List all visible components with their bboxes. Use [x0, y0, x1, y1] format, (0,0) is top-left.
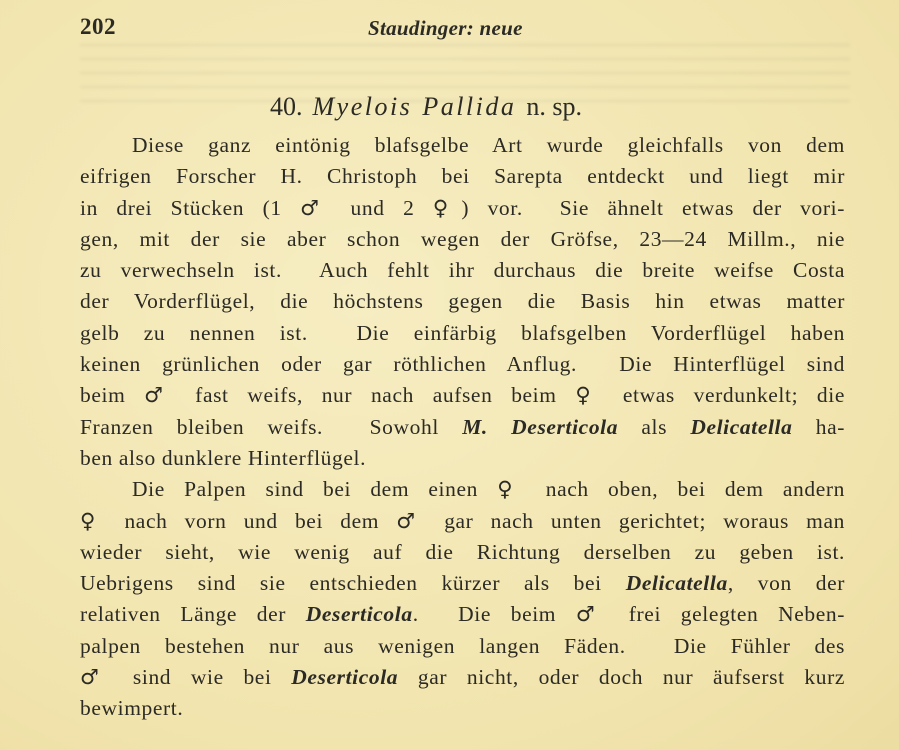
male-symbol-icon: ♂: [575, 602, 610, 627]
text-line: [80, 193, 845, 224]
text-segment: Diese ganz eintönig blafsgelbe Art wurde gleichfalls von dem: [132, 133, 845, 157]
text-segment: Die Palpen sind bei dem einen: [132, 477, 498, 502]
text-segment: palpen bestehen nur aus wenigen langen Fäden. Die Fühler des: [80, 633, 845, 658]
text-segment: in drei Stücken (1: [80, 195, 301, 220]
species-title: [270, 92, 730, 128]
text-segment: Uebrigens sind sie entschieden kürzer als bei: [80, 571, 626, 596]
page-number: 202: [80, 14, 116, 39]
text-segment: gar nicht, oder doch nur äufserst kurz: [398, 665, 845, 690]
text-segment: beim: [80, 383, 145, 408]
text-segment: etwas verdunkelt; die: [604, 383, 845, 408]
female-symbol-icon: ♀: [497, 477, 527, 502]
text-segment: frei gelegten Neben-: [609, 602, 845, 627]
text-line: [80, 318, 845, 349]
body-text: [80, 130, 845, 725]
text-segment: gelb zu nennen ist. Die einfärbig blafsgelben Vorderflügel haben: [80, 320, 845, 345]
text-line: [80, 130, 845, 161]
running-head: Staudinger: neue: [368, 16, 523, 40]
taxon-name: Deserticola: [291, 665, 399, 690]
text-line: [80, 380, 845, 411]
text-segment: keinen grünlichen oder gar röthlichen Anflug. Die Hinterflügel sind: [80, 352, 845, 377]
female-symbol-icon: ♀: [80, 508, 108, 533]
text-segment: nach vorn und bei dem: [107, 508, 397, 533]
text-line: [80, 286, 845, 317]
text-line: [80, 474, 845, 505]
male-symbol-icon: ♂: [396, 508, 427, 533]
text-line: [80, 631, 845, 662]
text-segment: . Die beim: [412, 602, 576, 627]
paragraph-description: [80, 130, 845, 474]
text-segment: wieder sieht, wie wenig auf die Richtung derselben zu geben ist.: [80, 539, 845, 564]
text-segment: bewimpert.: [80, 696, 184, 721]
taxon-name: Deserticola: [305, 602, 413, 627]
text-segment: nach oben, bei dem andern: [526, 477, 845, 502]
text-segment: als: [618, 414, 691, 439]
text-segment: fast weifs, nur nach aufsen beim: [176, 383, 576, 408]
text-line: [80, 224, 845, 255]
text-segment: gar nach unten gerichtet; woraus man: [426, 508, 845, 533]
paragraph-palpen: [80, 474, 845, 724]
taxon-name: Delicatella: [690, 414, 793, 439]
text-line: [80, 537, 845, 568]
text-line: [80, 349, 845, 380]
female-symbol-icon: ♀: [575, 383, 605, 408]
taxon-name: Delicatella: [625, 571, 728, 596]
text-line: [80, 599, 845, 630]
text-segment: ha-: [792, 414, 846, 439]
text-segment: gen, mit der sie aber schon wegen der Gröfse, 23—24 Millm., nie: [80, 226, 845, 251]
text-segment: relativen Länge der: [80, 602, 306, 627]
text-segment: , von der: [727, 571, 845, 596]
text-line: [80, 506, 845, 537]
text-segment: und 2: [332, 195, 433, 220]
text-line: [80, 161, 845, 192]
text-segment: der Vorderflügel, die höchstens gegen die Basis hin etwas matter: [80, 289, 845, 314]
species-epithet: Pallida: [422, 92, 517, 121]
male-symbol-icon: ♂: [144, 383, 177, 408]
text-line: [80, 662, 845, 693]
species-designation: n. sp.: [526, 92, 582, 121]
text-segment: Franzen bleiben weifs. Sowohl: [80, 414, 463, 439]
taxon-name: M. Deserticola: [462, 414, 619, 439]
male-symbol-icon: ♂: [300, 195, 333, 220]
text-segment: sind wie bei: [113, 665, 292, 690]
species-genus: Myelois: [312, 92, 413, 121]
species-number: 40.: [270, 92, 303, 121]
text-line: [80, 255, 845, 286]
text-segment: zu verwechseln ist. Auch fehlt ihr durchaus die breite weifse Costa: [80, 258, 845, 283]
text-line: [80, 443, 845, 474]
text-segment: ben also dunklere Hinterflügel.: [80, 445, 367, 470]
text-line: [80, 412, 845, 443]
page-header: [80, 14, 820, 48]
text-line: [80, 693, 845, 724]
text-line: [80, 568, 845, 599]
text-segment: ) vor. Sie ähnelt etwas der vori-: [461, 195, 845, 220]
female-symbol-icon: ♀: [432, 195, 462, 220]
text-segment: eifrigen Forscher H. Christoph bei Sarepta entdeckt und liegt mir: [80, 164, 845, 189]
male-symbol-icon: ♂: [80, 665, 114, 690]
